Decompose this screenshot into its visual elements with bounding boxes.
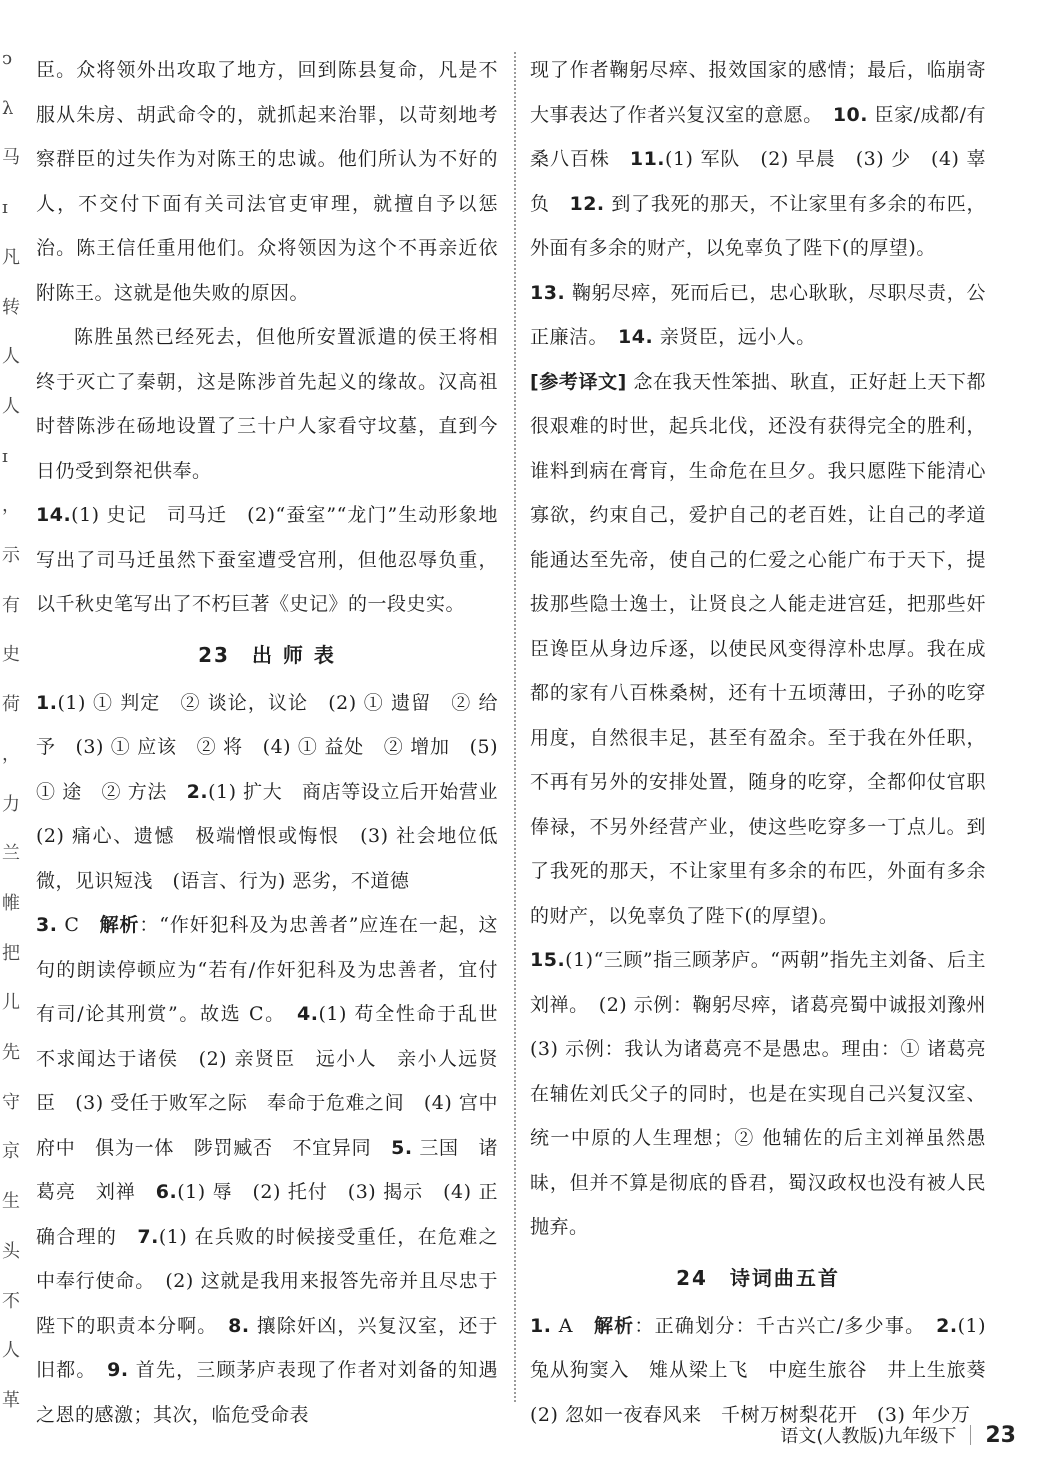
edge-char: 先 — [2, 1042, 20, 1064]
section-heading-24: 24 诗词曲五首 — [676, 1265, 840, 1290]
edge-char: 史 — [2, 644, 20, 666]
answer-number: 2. — [936, 1314, 958, 1337]
answer-14 — [36, 493, 498, 627]
answer-block-3-9 — [36, 903, 518, 1437]
answer-number: 3. — [36, 914, 58, 936]
answer-number: 11. — [629, 148, 666, 170]
paragraph-translation-end: 臣。众将领外出攻取了地方，回到陈县复命，凡是不服从朱房、胡武命令的，就抓起来治罪，以苛刻地考察群臣的过失作为对陈王的忠诚。他们所认为不好的人，不交付下面有关司法官吏审理，就擅自予以惩治。陈王信任重用他们。众将领因为这个不再亲近依附陈王。这就是他失败的原因。 — [36, 59, 498, 304]
answer-text: 臣家/成都/有桑八百株 — [530, 103, 986, 170]
edge-char: 京 — [2, 1141, 20, 1163]
left-column — [36, 48, 518, 1437]
answer-number: 5. — [391, 1136, 413, 1159]
answer-text: (1) 兔从狗窦入 雉从梁上飞 中庭生旅谷 井上生旅葵 (2) 忽如一夜春风来 千树万树梨花开 (3) 年少万 — [530, 1314, 1006, 1426]
paragraph-translation-chen-sheng: 陈胜虽然已经死去，但他所安置派遣的侯王将相终于灭亡了秦朝，这是陈涉首先起义的缘故。汉高祖时替陈涉在砀地设置了三十户人家看守坟墓，直到今日仍受到祭祀供奉。 — [36, 326, 498, 482]
book-title-label: 语文(人教版)九年级下 — [780, 1426, 957, 1447]
answer-text: 到了我死的那天，不让家里有多余的布匹，外面有多余的财产，以免辜负了陛下(的厚望)。 — [530, 192, 986, 259]
answer-block-1-2 — [36, 681, 518, 904]
edge-char: 守 — [2, 1091, 20, 1113]
answer-number: 15. — [530, 949, 566, 971]
right-column — [530, 48, 1006, 1437]
analysis-tag: 解析 — [593, 1314, 635, 1337]
answer-text: 现了作者鞠躬尽瘁、报效国家的感情；最后，临崩寄大事表达了作者兴复汉室的意愿。 — [530, 59, 986, 126]
edge-char: 示 — [2, 545, 20, 567]
answer-block-13-14 — [530, 271, 986, 360]
answer-number: 9. — [107, 1359, 129, 1381]
edge-char: ↄ — [2, 48, 13, 69]
analysis-text: ：正确划分：千古兴亡/多少事。 — [634, 1314, 937, 1337]
edge-char: 力 — [2, 793, 20, 815]
edge-char: 转 — [2, 296, 20, 318]
answer-text: 亲贤臣，远小人。 — [653, 326, 816, 348]
edge-char: 兰 — [2, 843, 20, 865]
answer-number: 1. — [530, 1314, 552, 1337]
analysis-text: ：“作奸犯科及为忠善者”应连在一起，这句的朗读停顿应为“若有/作奸犯科及为忠善者，宜付有司/论其刑赏”。故选 C。 — [36, 914, 498, 1025]
answer-text: (1) 辱 (2) 托付 (3) 揭示 (4) 正确合理的 — [36, 1181, 498, 1248]
analysis-tag: 解析 — [99, 914, 140, 936]
answer-number: 10. — [832, 103, 868, 126]
answer-number: 7. — [137, 1225, 159, 1248]
answer-text: (1)“三顾”指三顾茅庐。“两朝”指先主刘备、后主刘禅。 (2) 示例：鞠躬尽瘁，诸葛亮蜀中诚报刘豫州 (3) 示例：我认为诸葛亮不是愚忠。理由：① 诸葛亮在辅佐刘氏父子的同时，也是在实现自己兴复汉室、统一中原的人生理想；② 他辅佐的后主刘禅虽然愚昧，但并不算是彻底的昏君，蜀汉政权也没有被人民抛弃。 — [530, 949, 1006, 1238]
answer-number: 1. — [36, 691, 58, 714]
reference-translation-text: 念在我天性笨拙、耿直，正好赶上天下都很艰难的时世，起兵北伐，还没有获得完全的胜利，谁料到病在膏肓，生命危在旦夕。我只愿陛下能清心寡欲，约束自己，爱护自己的老百姓，让自己的孝道能通达至先帝，使自己的仁爱之心能广布于天下，提拔那些隐士逸士，让贤良之人能走进宫廷，把那些奸臣谗臣从身边斥逐，以使民风变得淳朴忠厚。我在成都的家有八百株桑树，还有十五顷薄田，子孙的吃穿用度，自然很丰足，甚至有盈余。至于我在外任职，不再有另外的安排处置，随身的吃穿，全都仰仗官职俸禄，不另外经营产业，使这些吃穿多一丁点儿。到了我死的那天，不让家里有多余的布匹，外面有多余的财产，以免辜负了陛下(的厚望)。 — [530, 370, 986, 927]
edge-char: 马 — [2, 147, 20, 169]
answer-text: 鞠躬尽瘁，死而后已，忠心耿耿，尽职尽责，公正廉洁。 — [530, 281, 986, 348]
answer-number: 6. — [155, 1181, 178, 1203]
edge-char: 荷 — [2, 694, 20, 716]
edge-char: 生 — [2, 1191, 20, 1213]
answer-choice: A — [551, 1314, 594, 1337]
answer-text: (1) 苟全性命于乱世 不求闻达于诸侯 (2) 亲贤臣 远小人 亲小人远贤臣 (3) 受任于败军之际 奉命于危难之间 (4) 宫中府中 俱为一体 陟罚臧否 不宜异同 — [36, 1003, 518, 1159]
answer-number: 4. — [297, 1003, 319, 1025]
edge-char: ɪ — [2, 197, 8, 219]
answer-number: 8. — [228, 1314, 250, 1337]
section-heading-23: 23 出 师 表 — [198, 642, 336, 667]
adjacent-page-edge-text — [2, 50, 20, 1410]
answer-text: (1) 扩大 商店等设立后开始营业 (2) 痛心、遗憾 极端憎恨或悔恨 (3) 社会地位低微，见识短浅 (语言、行为) 恶劣，不道德 — [36, 780, 518, 892]
answer-number: 14. — [618, 326, 654, 348]
edge-char: 凡 — [2, 246, 20, 268]
answer-text: (1) 史记 司马迁 (2)“蚕室”“龙门”生动形象地写出了司马迁虽然下蚕室遭受宫刑，但他忍辱负重，以千秋史笔写出了不朽巨著《史记》的一段史实。 — [36, 504, 498, 615]
footer-divider — [970, 1425, 971, 1445]
edge-char: 不 — [2, 1290, 20, 1312]
answer-15 — [530, 938, 1006, 1250]
answer-text: (1) 在兵败的时候接受重任，在危难之中奉行使命。 (2) 这就是我用来报答先帝并且尽忠于陛下的职责本分啊。 — [36, 1225, 498, 1337]
answer-number: 14. — [36, 504, 72, 526]
edge-char: 人 — [2, 1340, 20, 1362]
answer-text: (1) ① 判定 ② 谈论，议论 (2) ① 遗留 ② 给予 (3) ① 应该 ② 将 (4) ① 益处 ② 增加 (5) ① 途 ② 方法 — [36, 691, 498, 803]
answer-text: (1) 军队 (2) 早晨 (3) 少 (4) 辜负 — [530, 148, 986, 215]
edge-char: ， — [2, 495, 20, 517]
column-divider — [514, 52, 517, 1402]
page-number: 23 — [985, 1422, 1016, 1448]
answer-number: 12. — [569, 192, 605, 215]
edge-char: 革 — [2, 1389, 20, 1411]
reference-translation — [530, 360, 986, 939]
edge-char: ɪ — [2, 445, 8, 467]
answer-block-9-14 — [530, 48, 986, 271]
edge-char: 儿 — [2, 992, 20, 1014]
answer-number: 13. — [530, 281, 566, 304]
page-footer — [780, 1420, 1016, 1450]
edge-char: 头 — [2, 1240, 20, 1262]
edge-char: 帷 — [2, 892, 20, 914]
answer-choice: C — [57, 914, 100, 936]
answer-number: 2. — [186, 780, 209, 803]
edge-char: 人 — [2, 395, 20, 417]
edge-char: 有 — [2, 594, 20, 616]
edge-char: 人 — [2, 346, 20, 368]
edge-char: λ — [2, 97, 14, 119]
answer-text: 攘除奸凶，兴复汉室，还于旧都。 — [36, 1314, 498, 1381]
answer-block-24 — [530, 1304, 1006, 1438]
edge-char: ， — [2, 743, 20, 765]
answer-text: 三国 诸葛亮 刘禅 — [36, 1136, 498, 1203]
answer-text: 首先，三顾茅庐表现了作者对刘备的知遇之恩的感激；其次，临危受命表 — [36, 1359, 498, 1426]
edge-char: 把 — [2, 942, 20, 964]
reference-translation-tag: [参考译文] — [530, 370, 627, 393]
